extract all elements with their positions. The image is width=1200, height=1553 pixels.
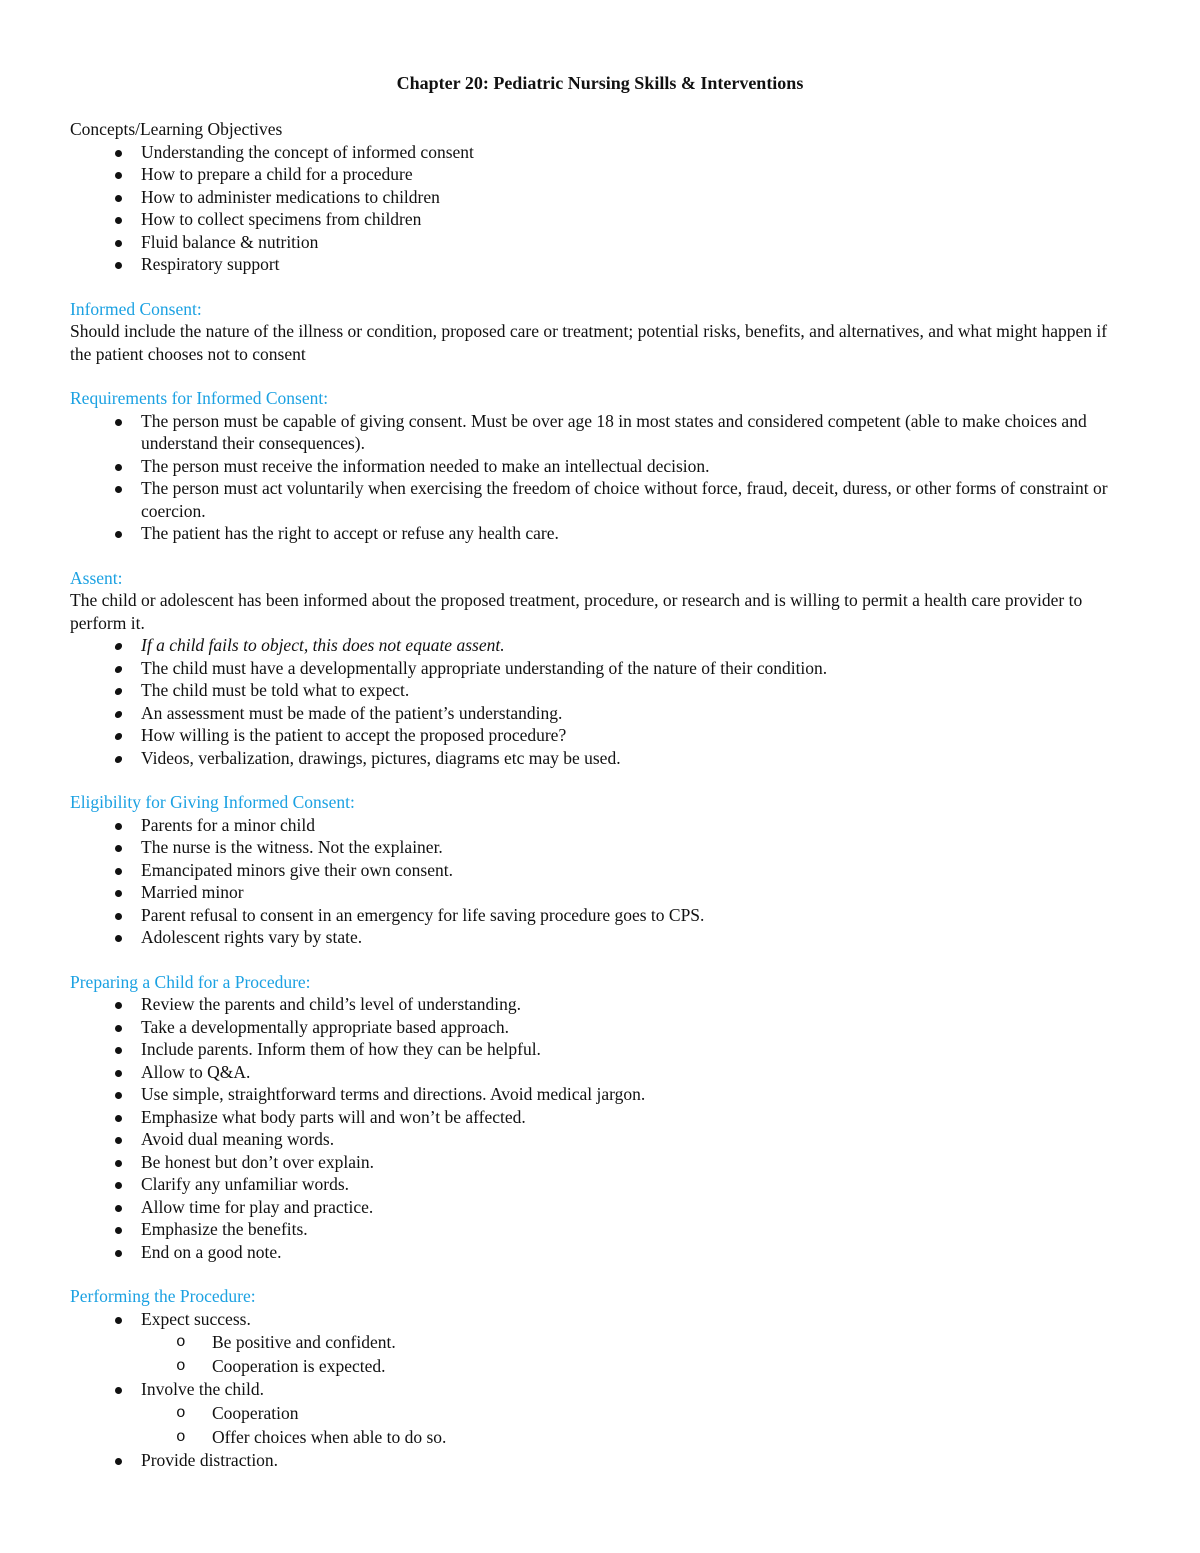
list-item: How willing is the patient to accept the proposed procedure? xyxy=(70,724,1130,747)
bullet-icon xyxy=(115,195,122,202)
list-item: Emphasize the benefits. xyxy=(70,1218,1130,1241)
document-page xyxy=(70,72,1130,1471)
sub-bullet-icon: o xyxy=(176,1357,186,1375)
bullet-icon xyxy=(115,464,122,471)
eligibility-list xyxy=(70,814,1130,949)
bullet-icon xyxy=(115,1160,122,1167)
bullet-icon xyxy=(115,823,122,830)
list-item: Involve the child. o Cooperation o Offer choices when able to do so. xyxy=(70,1378,1130,1449)
list-item: Parent refusal to consent in an emergency for life saving procedure goes to CPS. xyxy=(70,904,1130,927)
assent-list xyxy=(70,634,1130,769)
section-heading-informed-consent: Informed Consent: xyxy=(70,298,202,319)
list-item: Avoid dual meaning words. xyxy=(70,1128,1130,1151)
list-item: Clarify any unfamiliar words. xyxy=(70,1173,1130,1196)
sub-list-item: o Offer choices when able to do so. xyxy=(176,1426,447,1447)
sub-list xyxy=(141,1401,1130,1449)
bullet-icon xyxy=(115,1250,122,1257)
sub-bullet-icon: o xyxy=(176,1333,186,1351)
bullet-icon xyxy=(115,845,122,852)
list-item: Allow to Q&A. xyxy=(70,1061,1130,1084)
list-item: How to administer medications to children xyxy=(70,186,1130,209)
performing-list xyxy=(70,1308,1130,1472)
bullet-icon xyxy=(115,1047,122,1054)
list-item: End on a good note. xyxy=(70,1241,1130,1264)
bullet-icon xyxy=(114,643,122,650)
bullet-icon xyxy=(115,1137,122,1144)
section-heading-performing: Performing the Procedure: xyxy=(70,1286,256,1306)
bullet-icon xyxy=(115,913,122,920)
section-heading-requirements: Requirements for Informed Consent: xyxy=(70,388,329,408)
list-item: The person must be capable of giving consent. Must be over age 18 in most states and considered competent (able to make choices and understand their consequences). xyxy=(70,410,1130,455)
sub-list-item: o Be positive and confident. xyxy=(176,1332,396,1352)
bullet-icon xyxy=(115,1205,122,1212)
list-item: How to collect specimens from children xyxy=(70,208,1130,231)
list-item: If a child fails to object, this does not equate assent. xyxy=(70,634,1130,657)
requirements-list xyxy=(70,410,1130,545)
list-item: The nurse is the witness. Not the explainer. xyxy=(70,836,1130,859)
bullet-icon xyxy=(115,1458,122,1465)
objectives-label: Concepts/Learning Objectives xyxy=(70,119,283,139)
bullet-icon xyxy=(114,733,122,740)
sub-list-item: o Cooperation xyxy=(176,1402,299,1423)
bullet-icon xyxy=(115,217,122,224)
sub-list xyxy=(141,1330,1130,1378)
list-item: The person must act voluntarily when exercising the freedom of choice without force, fraud, deceit, duress, or other forms of constraint or coercion. xyxy=(70,477,1130,522)
section-heading-preparing: Preparing a Child for a Procedure: xyxy=(70,971,311,992)
bullet-icon xyxy=(115,1227,122,1234)
list-item: Fluid balance & nutrition xyxy=(70,231,1130,254)
bullet-icon xyxy=(115,531,122,538)
section-heading-eligibility: Eligibility for Giving Informed Consent: xyxy=(70,792,355,812)
bullet-icon xyxy=(115,1387,122,1394)
bullet-icon xyxy=(115,486,122,493)
bullet-icon xyxy=(115,868,122,875)
bullet-icon xyxy=(115,1182,122,1189)
list-item: The child must have a developmentally appropriate understanding of the nature of their condition. xyxy=(70,657,1130,680)
preparing-list xyxy=(70,993,1130,1263)
bullet-icon xyxy=(114,711,122,718)
list-item: The child must be told what to expect. xyxy=(70,679,1130,702)
bullet-icon xyxy=(115,1115,122,1122)
list-item: Use simple, straightforward terms and directions. Avoid medical jargon. xyxy=(70,1083,1130,1106)
assent-text: The child or adolescent has been informed about the proposed treatment, procedure, or research and is willing to permit a health care provider to perform it. xyxy=(70,590,1083,633)
list-item: Respiratory support xyxy=(70,253,1130,276)
list-item: Expect success. o Be positive and confident. o Cooperation is expected. xyxy=(70,1308,1130,1379)
bullet-icon xyxy=(115,172,122,179)
list-item: Adolescent rights vary by state. xyxy=(70,926,1130,949)
list-item: Emphasize what body parts will and won’t be affected. xyxy=(70,1106,1130,1129)
list-item: Parents for a minor child xyxy=(70,814,1130,837)
bullet-icon xyxy=(115,935,122,942)
section-heading-assent: Assent: xyxy=(70,567,123,588)
list-item: How to prepare a child for a procedure xyxy=(70,163,1130,186)
list-item: Take a developmentally appropriate based approach. xyxy=(70,1016,1130,1039)
list-item: Understanding the concept of informed consent xyxy=(70,141,1130,164)
list-item: Allow time for play and practice. xyxy=(70,1196,1130,1219)
list-item: An assessment must be made of the patient’s understanding. xyxy=(70,702,1130,725)
list-item: Provide distraction. xyxy=(70,1449,1130,1472)
sub-list-item: o Cooperation is expected. xyxy=(176,1356,386,1376)
objectives-list xyxy=(70,141,1130,276)
bullet-icon xyxy=(115,1092,122,1099)
bullet-icon xyxy=(115,1070,122,1077)
bullet-icon xyxy=(115,262,122,269)
informed-consent-text: Should include the nature of the illness or condition, proposed care or treatment; potential risks, benefits, and alternatives, and what might happen if the patient chooses not to consent xyxy=(70,321,1108,364)
bullet-icon xyxy=(115,1317,122,1324)
list-item: Review the parents and child’s level of understanding. xyxy=(70,993,1130,1016)
list-item: Include parents. Inform them of how they can be helpful. xyxy=(70,1038,1130,1061)
list-item: Videos, verbalization, drawings, pictures, diagrams etc may be used. xyxy=(70,747,1130,770)
list-item: Married minor xyxy=(70,881,1130,904)
bullet-icon xyxy=(115,150,122,157)
bullet-icon xyxy=(114,688,122,695)
bullet-icon xyxy=(114,666,122,673)
bullet-icon xyxy=(115,419,122,426)
page-title: Chapter 20: Pediatric Nursing Skills & Interventions xyxy=(396,73,804,93)
bullet-icon xyxy=(115,1025,122,1032)
list-item: The patient has the right to accept or refuse any health care. xyxy=(70,522,1130,545)
sub-bullet-icon: o xyxy=(176,1427,186,1446)
bullet-icon xyxy=(114,756,122,763)
bullet-icon xyxy=(115,890,122,897)
list-item: Be honest but don’t over explain. xyxy=(70,1151,1130,1174)
bullet-icon xyxy=(115,240,122,247)
sub-bullet-icon: o xyxy=(176,1403,186,1422)
list-item: The person must receive the information needed to make an intellectual decision. xyxy=(70,455,1130,478)
list-item: Emancipated minors give their own consent. xyxy=(70,859,1130,882)
bullet-icon xyxy=(115,1002,122,1009)
